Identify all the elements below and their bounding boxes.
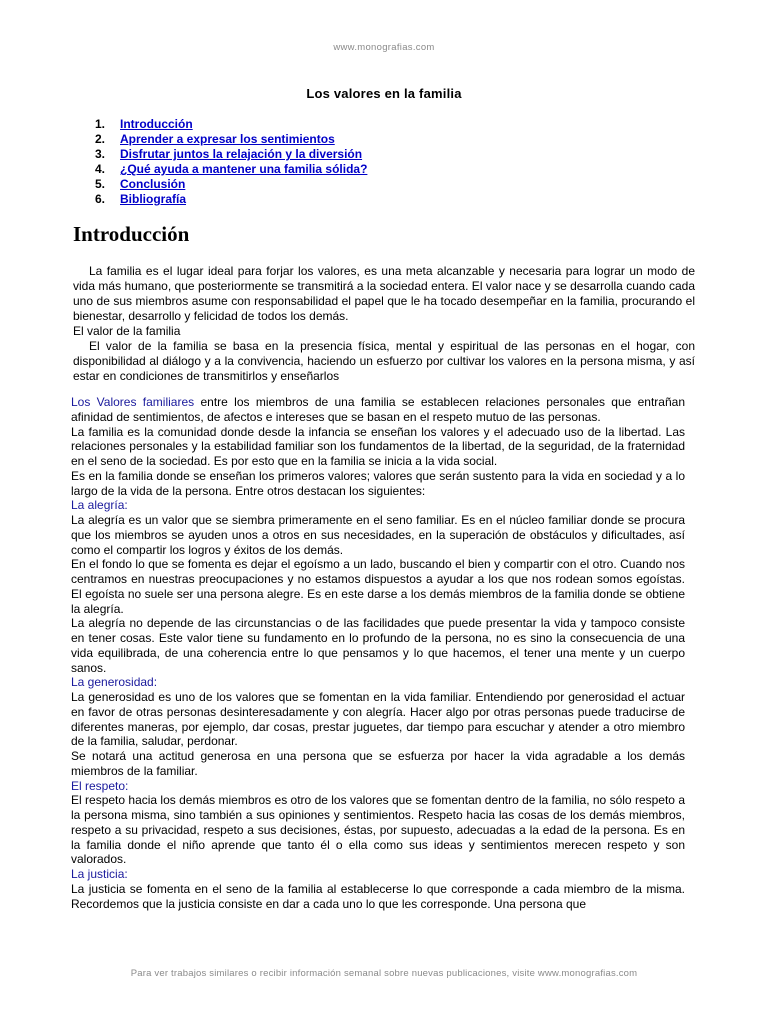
subheading-alegria: La alegría: xyxy=(71,498,128,513)
body-paragraph: La alegría es un valor que se siembra primeramente en el seno familiar. Es en el núcleo familiar donde se procura que los miembros se ayuden unos a otros en sus necesidades, en la superación de obstáculos y dificultades, así como el compartir los logros y éxitos de los demás. xyxy=(71,513,685,557)
toc-item xyxy=(95,177,367,192)
body-paragraph: Es en la familia donde se enseñan los primeros valores; valores que serán sustento para la vida en sociedad y a lo largo de la vida de la persona. Entre otros destacan los siguientes: xyxy=(71,468,685,498)
footer-text: Para ver trabajos similares o recibir información semanal sobre nuevas publicaciones, visite www.monografias.com xyxy=(130,968,638,979)
toc-number: 6. xyxy=(95,192,106,206)
toc-link-sentimientos[interactable]: Aprender a expresar los sentimientos xyxy=(120,132,335,146)
intro-subheading: El valor de la familia xyxy=(73,324,181,338)
body-section xyxy=(71,395,685,911)
section-heading: Introducción xyxy=(73,222,190,246)
subheading-justicia: La justicia: xyxy=(71,867,128,881)
toc-link-familia-solida[interactable]: ¿Qué ayuda a mantener una familia sólida? xyxy=(120,162,368,176)
table-of-contents xyxy=(95,117,367,207)
subheading-generosidad: La generosidad: xyxy=(71,675,158,690)
toc-item xyxy=(95,147,367,162)
body-paragraph xyxy=(71,395,685,425)
toc-item xyxy=(95,162,367,177)
toc-number: 1. xyxy=(95,117,106,131)
body-paragraph: Se notará una actitud generosa en una persona que se esfuerza por hacer la vida agradable a los demás miembros de la familiar. xyxy=(71,749,685,778)
toc-link-conclusion[interactable]: Conclusión xyxy=(120,177,186,191)
toc-number: 3. xyxy=(95,147,106,161)
toc-link-bibliografia[interactable]: Bibliografía xyxy=(120,192,187,206)
valores-text: entre los miembros de una familia se establecen relaciones personales que entrañan afinidad de sentimientos, de afectos e intereses que se basan en el respeto mutuo de las personas. xyxy=(71,395,685,424)
intro-paragraph: El valor de la familia se basa en la presencia física, mental y espiritual de las personas en el hogar, con disponibilidad al diálogo y a la convivencia, haciendo un esfuerzo por cultivar los valores en la persona misma, y así estar en condiciones de transmitirlos y enseñarlos xyxy=(73,339,695,383)
page-title: Los valores en la familia xyxy=(306,86,462,101)
toc-number: 5. xyxy=(95,177,106,191)
toc-link-diversion[interactable]: Disfrutar juntos la relajación y la diversión xyxy=(120,147,363,161)
subheading-respeto: El respeto: xyxy=(71,778,129,793)
intro-paragraph: La familia es el lugar ideal para forjar los valores, es una meta alcanzable y necesaria para lograr un modo de vida más humano, que posteriormente se transmitirá a la sociedad entera. El valor nace y se desarrolla cuando cada uno de sus miembros asume con responsabilidad el papel que le ha tocado desempeñar en la familia, procurando el bienestar, desarrollo y felicidad de todos los demás. xyxy=(73,264,695,323)
body-paragraph: En el fondo lo que se fomenta es dejar el egoísmo a un lado, buscando el bien y compartir con el otro. Cuando nos centramos en nuestras preocupaciones y no estamos dispuestos a ayudar a los que nos rodean somos egoístas. El egoísta no suele ser una persona alegre. Es en este darse a los demás miembros de la familia donde se obtiene la alegría. xyxy=(71,557,685,616)
toc-link-introduccion[interactable]: Introducción xyxy=(120,117,193,131)
body-paragraph: La familia es la comunidad donde desde la infancia se enseñan los valores y el adecuado uso de la libertad. Las relaciones personales y la estabilidad familiar son los fundamentos de la libertad, de la seguridad, de la fraternidad en el seno de la sociedad. Es por esto que en la familia se inicia a la vida social. xyxy=(71,424,685,468)
toc-item xyxy=(95,192,367,207)
toc-item xyxy=(95,132,367,147)
toc-item xyxy=(95,117,367,132)
body-paragraph: La alegría no depende de las circunstancias o de las facilidades que puede presentar la vida y tampoco consiste en tener cosas. Este valor tiene su fundamento en lo profundo de la persona, no es sino la consecuencia de una vida equilibrada, de una coherencia entre lo que pensamos y lo que hacemos, el tener una mente y un cuerpo sanos. xyxy=(71,616,685,675)
body-paragraph: El respeto hacia los demás miembros es otro de los valores que se fomentan dentro de la familia, no sólo respeto a la persona misma, sino también a sus opiniones y sentimientos. Respeto hacia las cosas de los demás miembros, respeto a su privacidad, respeto a sus decisiones, éstas, por supuesto, adecuadas a la edad de la persona. Es en la familia donde el niño aprende que tanto él o ella como sus ideas y sentimientos merecen respeto y son valorados. xyxy=(71,793,685,867)
toc-number: 2. xyxy=(95,132,106,146)
body-paragraph: La generosidad es uno de los valores que se fomentan en la vida familiar. Entendiendo por generosidad el actuar en favor de otras personas desinteresadamente y con alegría. Hacer algo por otras personas puede traducirse de diferentes maneras, por ejemplo, dar cosas, prestar juguetes, dar tiempo para escuchar y atender a otro miembro de la familia, saludar, perdonar. xyxy=(71,690,685,749)
intro-section xyxy=(73,264,695,384)
toc-number: 4. xyxy=(95,162,106,176)
header-url: www.monografias.com xyxy=(333,42,435,53)
valores-label: Los Valores familiares xyxy=(71,395,195,409)
body-paragraph: La justicia se fomenta en el seno de la familia al establecerse lo que corresponde a cada miembro de la misma. Recordemos que la justicia consiste en dar a cada uno lo que les corresponde. Una persona que xyxy=(71,881,685,911)
